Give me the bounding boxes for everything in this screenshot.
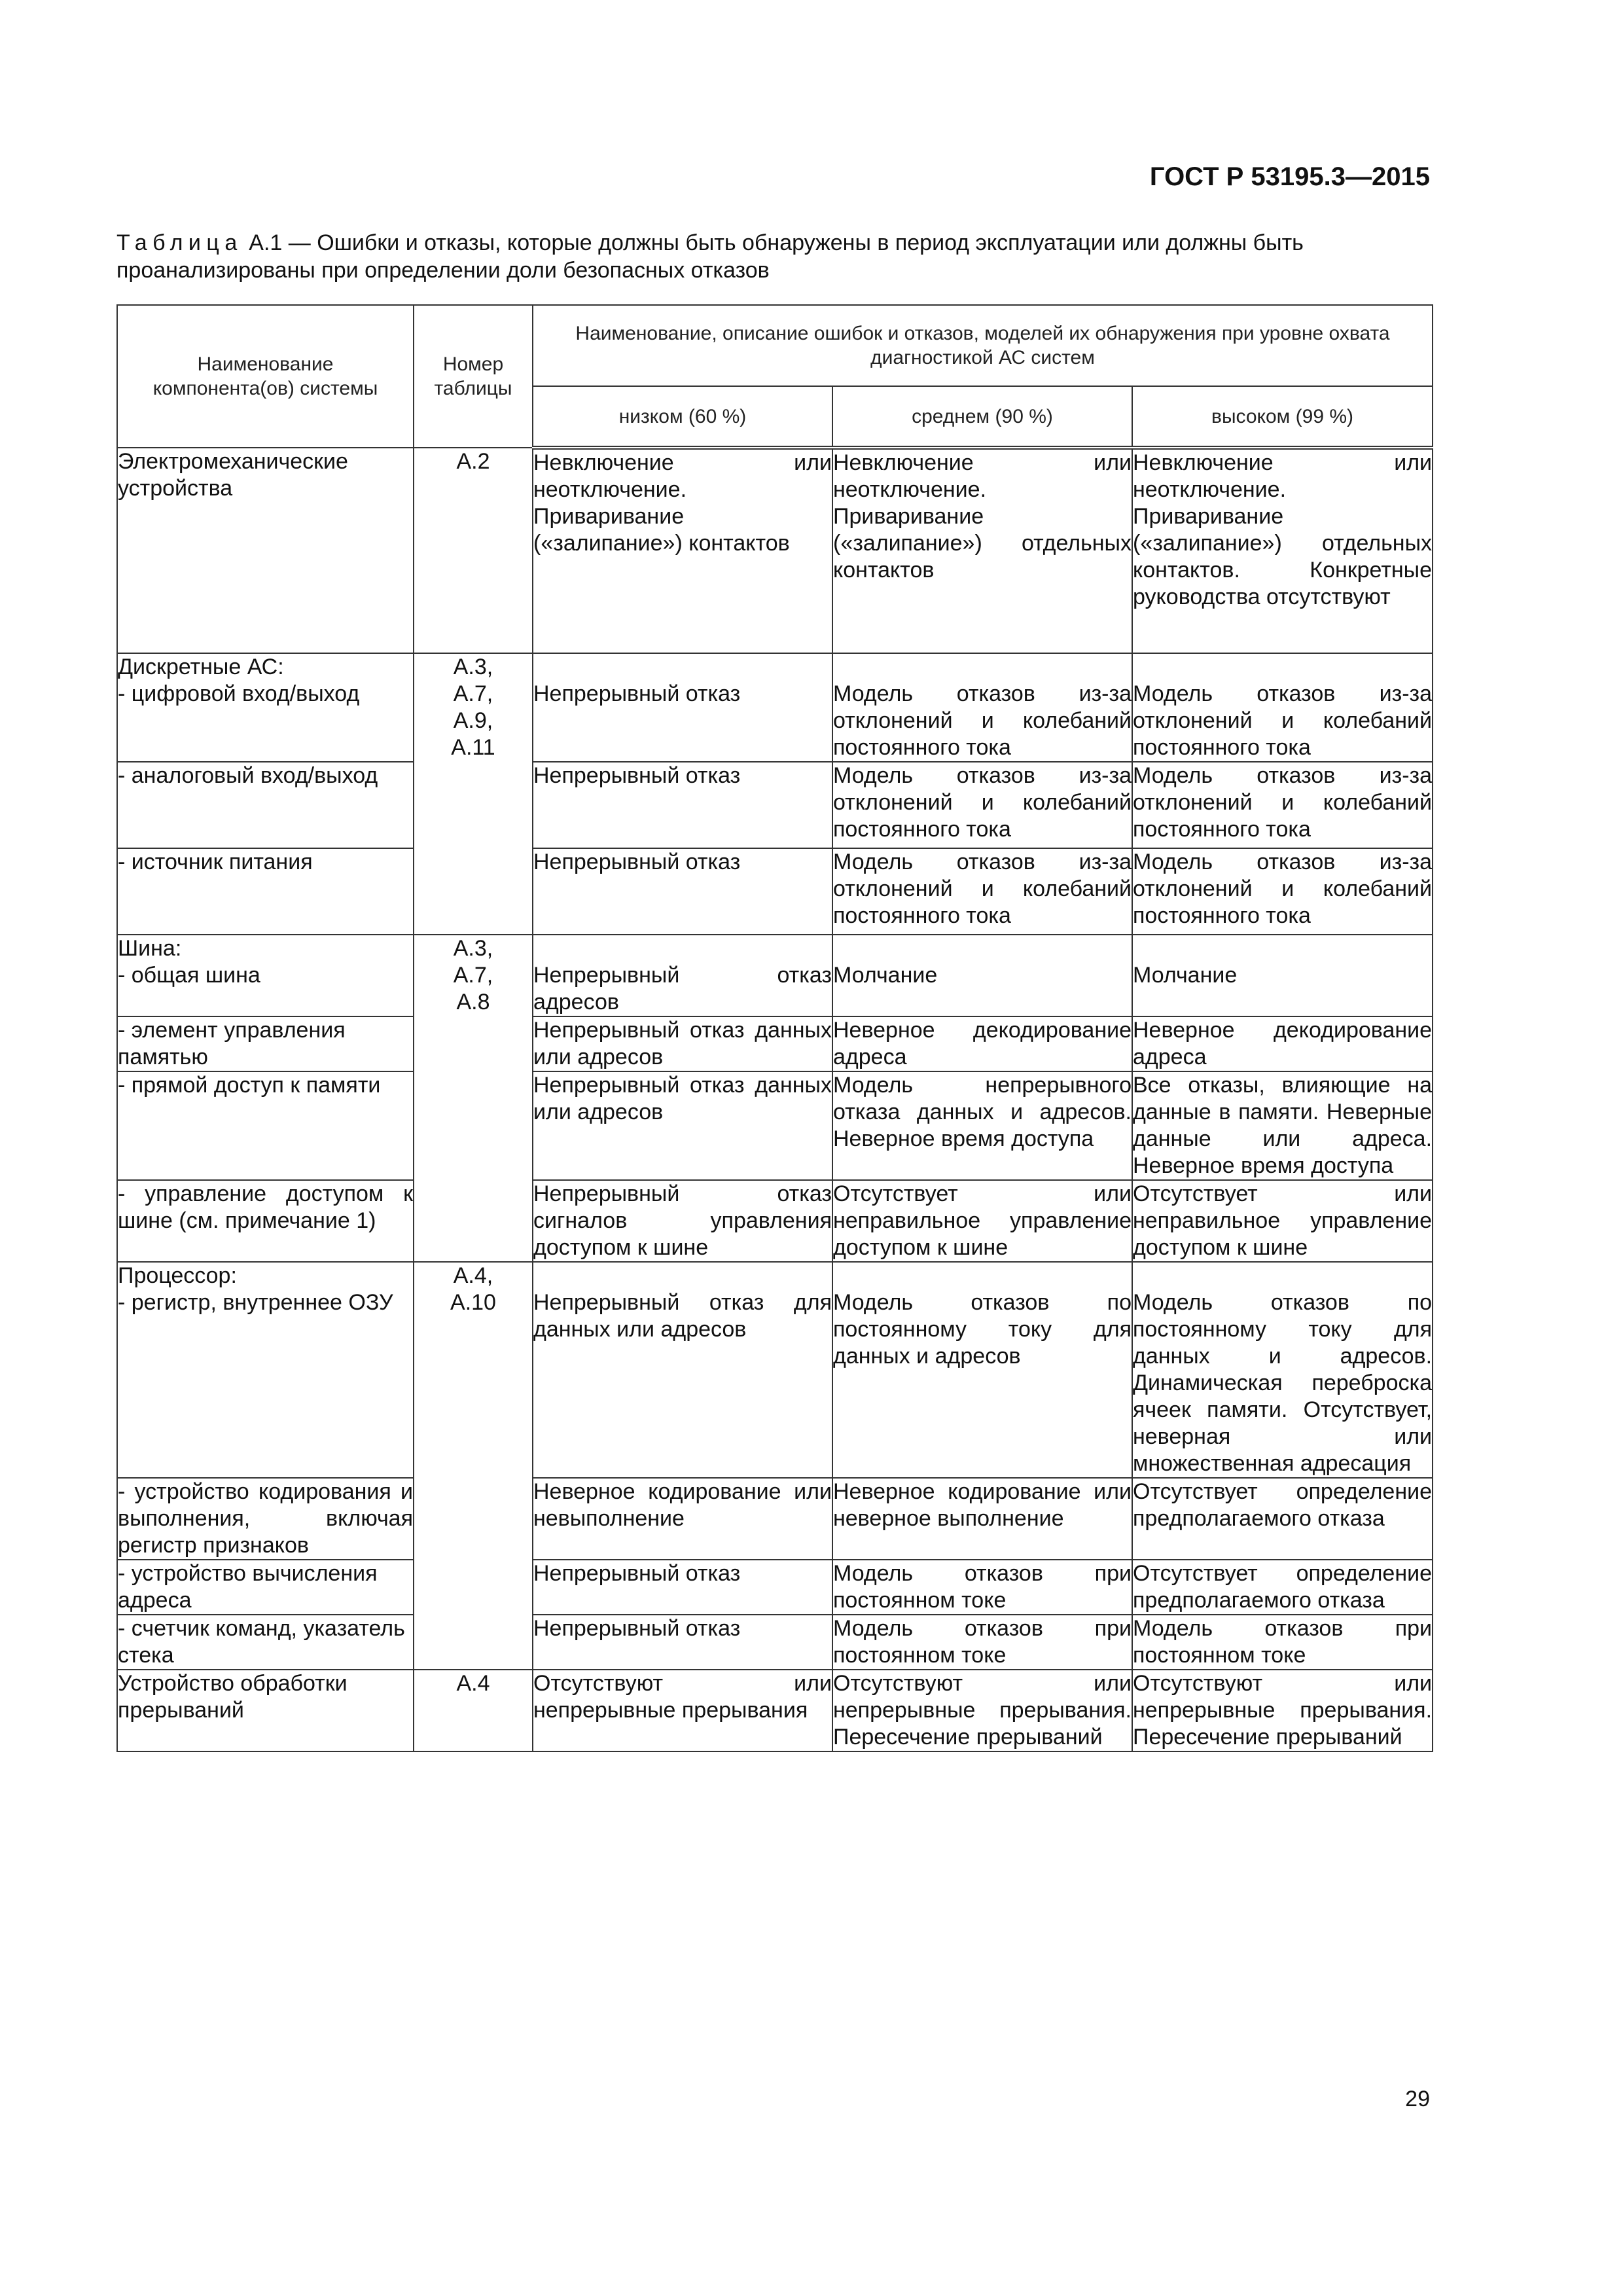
component-cell: - прямой доступ к памяти	[117, 1071, 414, 1180]
low-coverage-cell: Непрерывный отказ	[533, 1560, 832, 1615]
table-row	[117, 1180, 1433, 1262]
table-caption-label: Таблица	[116, 230, 243, 255]
medium-coverage-cell	[832, 935, 1132, 1016]
page-number: 29	[1405, 2087, 1430, 2111]
medium-coverage-cell: Отсутствует или неправильное управление доступом к шине	[832, 1180, 1132, 1262]
medium-coverage-cell: Модель отказов при постоянном токе	[832, 1615, 1132, 1670]
low-coverage-cell: Непрерывный отказ	[533, 762, 832, 848]
header-level-low: низком (60 %)	[533, 386, 832, 448]
table-row	[117, 935, 1433, 1016]
low-coverage-cell: Невключение или неотключение. Приваривание («залипание») контактов	[533, 448, 832, 653]
component-item: - регистр, внутреннее ОЗУ	[118, 1290, 393, 1315]
low-coverage-cell	[533, 935, 832, 1016]
low-coverage-text: Непрерывный отказ	[533, 681, 741, 706]
medium-coverage-cell: Модель отказов из-за отклонений и колебаний постоянного тока	[832, 762, 1132, 848]
high-coverage-cell: Отсутствует определение предполагаемого отказа	[1132, 1560, 1433, 1615]
medium-coverage-cell	[832, 1262, 1132, 1478]
header-level-high: высоком (99 %)	[1132, 386, 1433, 448]
table-row	[117, 1016, 1433, 1071]
table-ref-cell: А.2	[414, 448, 533, 653]
medium-coverage-cell: Невключение или неотключение. Приваривание («залипание») отдельных контактов	[832, 448, 1132, 653]
header-component: Наименование компонента(ов) системы	[117, 305, 414, 448]
high-coverage-cell: Невключение или неотключение. Приваривание («залипание») отдельных контактов. Конкретные руководства отсутствуют	[1132, 448, 1433, 653]
medium-coverage-cell	[832, 653, 1132, 762]
table-row	[117, 1262, 1433, 1478]
group-title: Шина:	[118, 936, 182, 961]
high-coverage-cell: Все отказы, влияющие на данные в памяти. Неверные данные или адреса. Неверное время доступа	[1132, 1071, 1433, 1180]
low-coverage-cell: Отсутствуют или непрерывные прерывания	[533, 1670, 832, 1751]
table-caption-text: А.1 — Ошибки и отказы, которые должны быть обнаружены в период эксплуатации или должны быть проанализированы при определении доли безопасных отказов	[116, 230, 1304, 283]
header-table-number: Номер таблицы	[414, 305, 533, 448]
table-ref-cell: А.4	[414, 1670, 533, 1751]
low-coverage-cell: Непрерывный отказ данных или адресов	[533, 1016, 832, 1071]
component-cell	[117, 935, 414, 1016]
table-row	[117, 1071, 1433, 1180]
low-coverage-cell	[533, 653, 832, 762]
high-coverage-text: Молчание	[1133, 963, 1238, 988]
table-ref-cell: А.4, А.10	[414, 1262, 533, 1670]
component-cell: - счетчик команд, указатель стека	[117, 1615, 414, 1670]
table-row	[117, 762, 1433, 848]
table-row	[117, 1560, 1433, 1615]
medium-coverage-cell: Отсутствуют или непрерывные прерывания. Пересечение прерываний	[832, 1670, 1132, 1751]
standard-designation: ГОСТ Р 53195.3—2015	[1149, 162, 1430, 191]
high-coverage-cell: Неверное декодирование адреса	[1132, 1016, 1433, 1071]
high-coverage-cell: Модель отказов из-за отклонений и колебаний постоянного тока	[1132, 762, 1433, 848]
group-title: Процессор:	[118, 1263, 237, 1288]
group-title: Дискретные АС:	[118, 655, 284, 679]
high-coverage-text: Модель отказов по постоянному току для данных и адресов. Динамическая переброска ячеек памяти. Отсутствует, неверная или множественная адресация	[1133, 1290, 1433, 1476]
table-caption	[116, 229, 1432, 284]
table-row	[117, 653, 1433, 762]
component-cell: - управление доступом к шине (см. примечание 1)	[117, 1180, 414, 1262]
low-coverage-text: Непрерывный отказ для данных или адресов	[533, 1290, 832, 1342]
component-cell: Устройство обработки прерываний	[117, 1670, 414, 1751]
high-coverage-cell	[1132, 1262, 1433, 1478]
medium-coverage-cell: Неверное кодирование или неверное выполнение	[832, 1478, 1132, 1560]
low-coverage-cell	[533, 1262, 832, 1478]
high-coverage-cell: Отсутствуют или непрерывные прерывания. Пересечение прерываний	[1132, 1670, 1433, 1751]
medium-coverage-cell: Модель отказов при постоянном токе	[832, 1560, 1132, 1615]
table-row	[117, 448, 1433, 653]
failures-table	[116, 304, 1433, 1752]
component-cell: - источник питания	[117, 848, 414, 935]
low-coverage-cell: Непрерывный отказ	[533, 848, 832, 935]
low-coverage-cell: Непрерывный отказ	[533, 1615, 832, 1670]
medium-coverage-text: Молчание	[833, 963, 938, 988]
medium-coverage-cell: Модель непрерывного отказа данных и адресов. Неверное время доступа	[832, 1071, 1132, 1180]
component-cell	[117, 1262, 414, 1478]
high-coverage-text: Модель отказов из-за отклонений и колебаний постоянного тока	[1133, 681, 1433, 760]
high-coverage-cell: Отсутствует или неправильное управление доступом к шине	[1132, 1180, 1433, 1262]
table-row	[117, 848, 1433, 935]
component-cell	[117, 653, 414, 762]
component-cell: - устройство вычисления адреса	[117, 1560, 414, 1615]
high-coverage-cell: Модель отказов из-за отклонений и колебаний постоянного тока	[1132, 848, 1433, 935]
low-coverage-cell: Неверное кодирование или невыполнение	[533, 1478, 832, 1560]
medium-coverage-text: Модель отказов по постоянному току для данных и адресов	[833, 1290, 1132, 1369]
header-level-medium: среднем (90 %)	[832, 386, 1132, 448]
component-cell: - устройство кодирования и выполнения, включая регистр признаков	[117, 1478, 414, 1560]
high-coverage-cell: Отсутствует определение предполагаемого отказа	[1132, 1478, 1433, 1560]
high-coverage-cell	[1132, 653, 1433, 762]
low-coverage-cell: Непрерывный отказ сигналов управления доступом к шине	[533, 1180, 832, 1262]
high-coverage-cell: Модель отказов при постоянном токе	[1132, 1615, 1433, 1670]
table-row	[117, 1670, 1433, 1751]
header-description: Наименование, описание ошибок и отказов, моделей их обнаружения при уровне охвата диагностикой АС систем	[533, 305, 1433, 386]
table-row	[117, 1478, 1433, 1560]
table-ref-cell: А.3, А.7, А.8	[414, 935, 533, 1262]
component-item: - цифровой вход/выход	[118, 681, 360, 706]
low-coverage-cell: Непрерывный отказ данных или адресов	[533, 1071, 832, 1180]
medium-coverage-cell: Модель отказов из-за отклонений и колебаний постоянного тока	[832, 848, 1132, 935]
high-coverage-cell	[1132, 935, 1433, 1016]
component-cell: - аналоговый вход/выход	[117, 762, 414, 848]
component-item: - общая шина	[118, 963, 260, 988]
table-row	[117, 1615, 1433, 1670]
medium-coverage-text: Модель отказов из-за отклонений и колебаний постоянного тока	[833, 681, 1132, 760]
low-coverage-text: Непрерывный отказ адресов	[533, 963, 832, 1014]
component-cell: Электромеханические устройства	[117, 448, 414, 653]
medium-coverage-cell: Неверное декодирование адреса	[832, 1016, 1132, 1071]
component-cell: - элемент управления памятью	[117, 1016, 414, 1071]
table-ref-cell: А.3, А.7, А.9, А.11	[414, 653, 533, 935]
